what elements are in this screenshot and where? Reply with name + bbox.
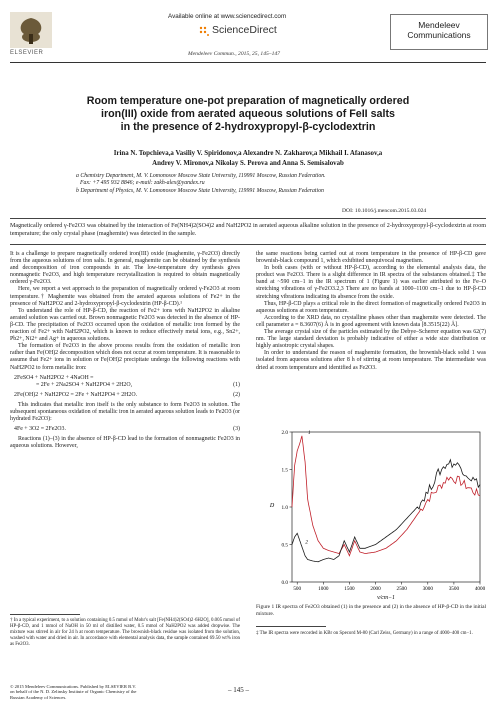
x-tick-label: 2500	[396, 586, 407, 592]
right-paragraph-5: The average crystal size of the particles estimated by the Debye–Scherrer equation was 62(7) nm. The large standard deviation is probably indicative of either a wide size distribution or highly anisotropic crystal shapes.	[256, 329, 486, 350]
right-paragraph-1: the same reactions being carried out at room temperature in the presence of HP-β-CD gave brownish-black compound 1, which exhibited unequivocal magnetism.	[256, 251, 486, 265]
citation: Mendeleev Commun., 2015, 25, 145–147	[188, 51, 280, 57]
left-paragraph-6: Reactions (1)–(3) in the absence of HP-β-CD lead to the formation of nonmagnetic Fe2O3 in aqueous solutions. However,	[10, 436, 240, 450]
equation-1-number: (1)	[233, 381, 240, 388]
available-online: Available online at www.sciencedirect.com	[168, 13, 287, 20]
authors-line-1: Irina N. Topchieva,a Vasiliy V. Spiridonov,a Alexandre N. Zakharov,a Mikhail I. Afanasov,a	[113, 150, 383, 157]
right-column	[256, 251, 486, 372]
y-tick-label: 0.5	[281, 542, 288, 549]
x-tick-label: 3500	[448, 586, 460, 592]
y-axis-label: D	[269, 503, 275, 509]
left-paragraph-2: Here, we report a wet approach to the preparation of magnetically ordered γ-Fe2O3 at room temperature.† Maghemite was obtained from the aerated aqueous solutions of Fe2+ in the presence of NaH2PO2 and 2-hydroxypropyl-β-cyclodextrin (HP-β-CD).¹	[10, 286, 240, 307]
right-paragraph-6: In order to understand the reason of maghemite formation, the brownish-black solid 1 was isolated from aqueous solutions after 8 h of stirring at room temperature. The intermediate was dried at room temperature and identified as Fe2O3.	[256, 350, 486, 371]
copyright	[10, 684, 230, 700]
right-paragraph-4: According to the XRD data, no crystalline phases other than maghemite were detected. The cell parameter a = 8.3607(6) Å is in good agreement with known data [8.3515(22) Å].	[256, 314, 486, 328]
right-paragraph-2: In both cases (with or without HP-β-CD), according to the elemental analysis data, the product was Fe2O3. There is a slight difference in IR spectra of the substances obtained.‡ The band at ~590 cm−1 in the IR spectrum of 1 (Figure 1) was earlier attributed to the Fe–O stretching vibrations of γ-Fe2O3.2,3 There are no bands at 1000–1100 cm−1 due to HP-β-CD stretching vibrations indicating its absence from the oxide.	[256, 265, 486, 300]
publisher-name: ELSEVIER	[10, 50, 44, 56]
x-tick-label: 3000	[422, 586, 433, 592]
title-line-1: Room temperature one-pot preparation of magnetically ordered	[86, 95, 410, 107]
page-number: – 145 –	[228, 686, 249, 694]
figure-1-caption: Figure 1 IR spectra of Fe2O3 obtained (1) in the presence and (2) in the absence of HP-β-CD in the initial mixture.	[256, 604, 486, 617]
plot-frame	[292, 429, 480, 582]
journal-box	[390, 14, 488, 50]
copyright-line-2: on behalf of the N. D. Zelinsky Institute of Organic Chemistry of the	[10, 689, 137, 695]
equation-1	[14, 375, 240, 389]
x-tick-label: 500	[293, 586, 302, 592]
equation-3-body: 4Fe + 3O2 = 2Fe2O3.	[14, 426, 66, 433]
title-line-2: iron(III) oxide from aerated aqueous solutions of FeII salts	[101, 108, 395, 120]
series-2-line	[292, 460, 480, 562]
affiliation-a: a Chemistry Department, M. V. Lomonosov Moscow State University, 119991 Moscow, Russian Federation.	[76, 173, 326, 179]
equation-2	[14, 392, 240, 399]
y-tick-label: 1.5	[281, 467, 288, 474]
equation-1a: 2FeSO4 + NaH2PO2 + 4NaOH =	[14, 374, 94, 381]
y-tick-label: 1.0	[281, 504, 288, 511]
x-axis-label: ν/cm−1	[377, 595, 395, 601]
equation-1b: = 2Fe + 2Na2SO4 + NaH2PO4 + 2H2O,	[36, 381, 133, 388]
right-footnote: ‡ The IR spectra were recorded in KBr on Specord M-80 (Carl Zeiss, Germany) in a range of 4000–400 cm−1.	[256, 631, 473, 636]
left-column	[10, 251, 240, 450]
equation-2-number: (2)	[233, 391, 240, 398]
journal-name-line2: Communications	[407, 30, 471, 40]
x-tick-label: 1000	[318, 586, 329, 592]
authors	[10, 149, 486, 169]
authors-line-2: Andrey V. Mironov,a Nikolay S. Perova and Anna S. Semisalovab	[152, 160, 344, 167]
copyright-line-3: Russian Academy of Sciences.	[10, 694, 67, 700]
series-2-label: 2	[305, 539, 309, 546]
sciencedirect-logo	[198, 24, 308, 38]
equation-3-number: (3)	[233, 426, 240, 433]
right-paragraph-3: Thus, HP-β-CD plays a critical role in the direct formation of magnetically ordered Fe2O3 in aqueous solutions at room temperature.	[256, 300, 486, 314]
ir-spectra-chart	[258, 424, 486, 602]
copyright-line-1: © 2015 Mendeleev Communications. Published by ELSEVIER B.V.	[10, 684, 137, 689]
y-tick-label: 0.0	[281, 579, 288, 586]
left-paragraph-1: It is a challenge to prepare magnetically ordered iron(III) oxide (maghemite, γ-Fe2O3) directly from the aqueous solutions of iron salts. In general, maghemite can be obtained by the synthesis and decomposition of iron compounds in air. The low-temperature dry synthesis gives nonmagnetic Fe2O3, and high temperature recrystallization is required to obtain magnetically ordered γ-Fe2O3.	[10, 251, 240, 286]
series-1-line	[292, 436, 480, 556]
journal-name-line1: Mendeleev	[418, 20, 460, 30]
left-footnote: † In a typical experiment, to a solution containing 0.5 mmol of Mohr's salt [Fe(NH4)2(SO4)2·6H2O], 0.005 mmol of HP-β-CD, and 1 mmol of NaOH in 50 ml of distilled water, 0.5 mmol of NaH2PO2 was added dropwise. The mixture was stirred in air for 24 h at room temperature. The brownish-black residue was isolated from the solution, washed with water and dried in air. In accordance with elemental analysis data, the sample contained 69.50 wt% iron as Fe2O3.	[10, 618, 240, 647]
affiliation-a-contact: Fax: +7 495 932 8846; e-mail: zakh-alex@yandex.ru	[80, 180, 205, 187]
affiliations	[76, 173, 456, 195]
series-1-label: 1	[307, 429, 311, 436]
article-title	[10, 95, 486, 134]
doi[interactable]: DOI: 10.1016/j.mencom.2015.03.024	[342, 208, 427, 214]
figure-1	[258, 424, 486, 602]
equation-2-body: 2Fe(OH)2 + NaH2PO2 = 2Fe + NaH2PO4 + 2H2O.	[14, 391, 138, 398]
elsevier-logo	[10, 12, 52, 48]
x-tick-label: 4000	[474, 586, 486, 592]
elsevier-tree-icon	[10, 12, 52, 48]
sciencedirect-dots-icon	[198, 25, 210, 37]
sciencedirect-text: ScienceDirect	[212, 24, 277, 36]
equation-3	[14, 426, 240, 433]
x-tick-label: 2000	[370, 586, 381, 592]
y-tick-label: 2.0	[281, 429, 288, 436]
left-paragraph-4: The formation of Fe2O3 in the above process results from the oxidation of metallic iron rather than Fe(OH)2 decomposition which does not occur at room temperature. It is reasonable to assume that Fe2+ ions in solution or Fe(OH)2 precipitate undergo the following reactions with NaH2PO2 to form metallic iron:	[10, 343, 240, 371]
abstract: Magnetically ordered γ-Fe2O3 was obtained by the interaction of Fe(NH4)2(SO4)2 and NaH2PO2 in aerated aqueous alkaline solution in the presence of 2-hydroxypropyl-β-cyclodextrin at room temperature; the only crystal phase (maghemite) was detected in the sample.	[10, 223, 486, 237]
x-tick-label: 1500	[344, 586, 355, 592]
affiliation-b: b Department of Physics, M. V. Lomonosov Moscow State University, 119991 Moscow, Russian Federation	[76, 187, 324, 194]
left-paragraph-5: This indicates that metallic iron itself is the only substance to form Fe2O3 in solution. The subsequent spontaneous oxidation of metallic iron in aerated aqueous solution leads to Fe2O3 (or hydrated Fe2O3):	[10, 401, 240, 423]
left-paragraph-3: To understand the role of HP-β-CD, the reaction of Fe2+ ions with NaH2PO2 in alkaline aerated solution was carried out. Brown nonmagnetic Fe2O3 was detected in the absence of HP-β-CD. The precipitation of Fe2O3 occurred upon the oxidation of metallic iron formed by the reaction of Fe2+ with NaH2PO2, which is known to reduce effectively metal ions, e.g., Sn2+, Pb2+, Ni2+ and Ag+ in aqueous solutions.	[10, 307, 240, 343]
title-line-3: in the presence of 2-hydroxypropyl-β-cyclodextrin	[120, 121, 376, 133]
